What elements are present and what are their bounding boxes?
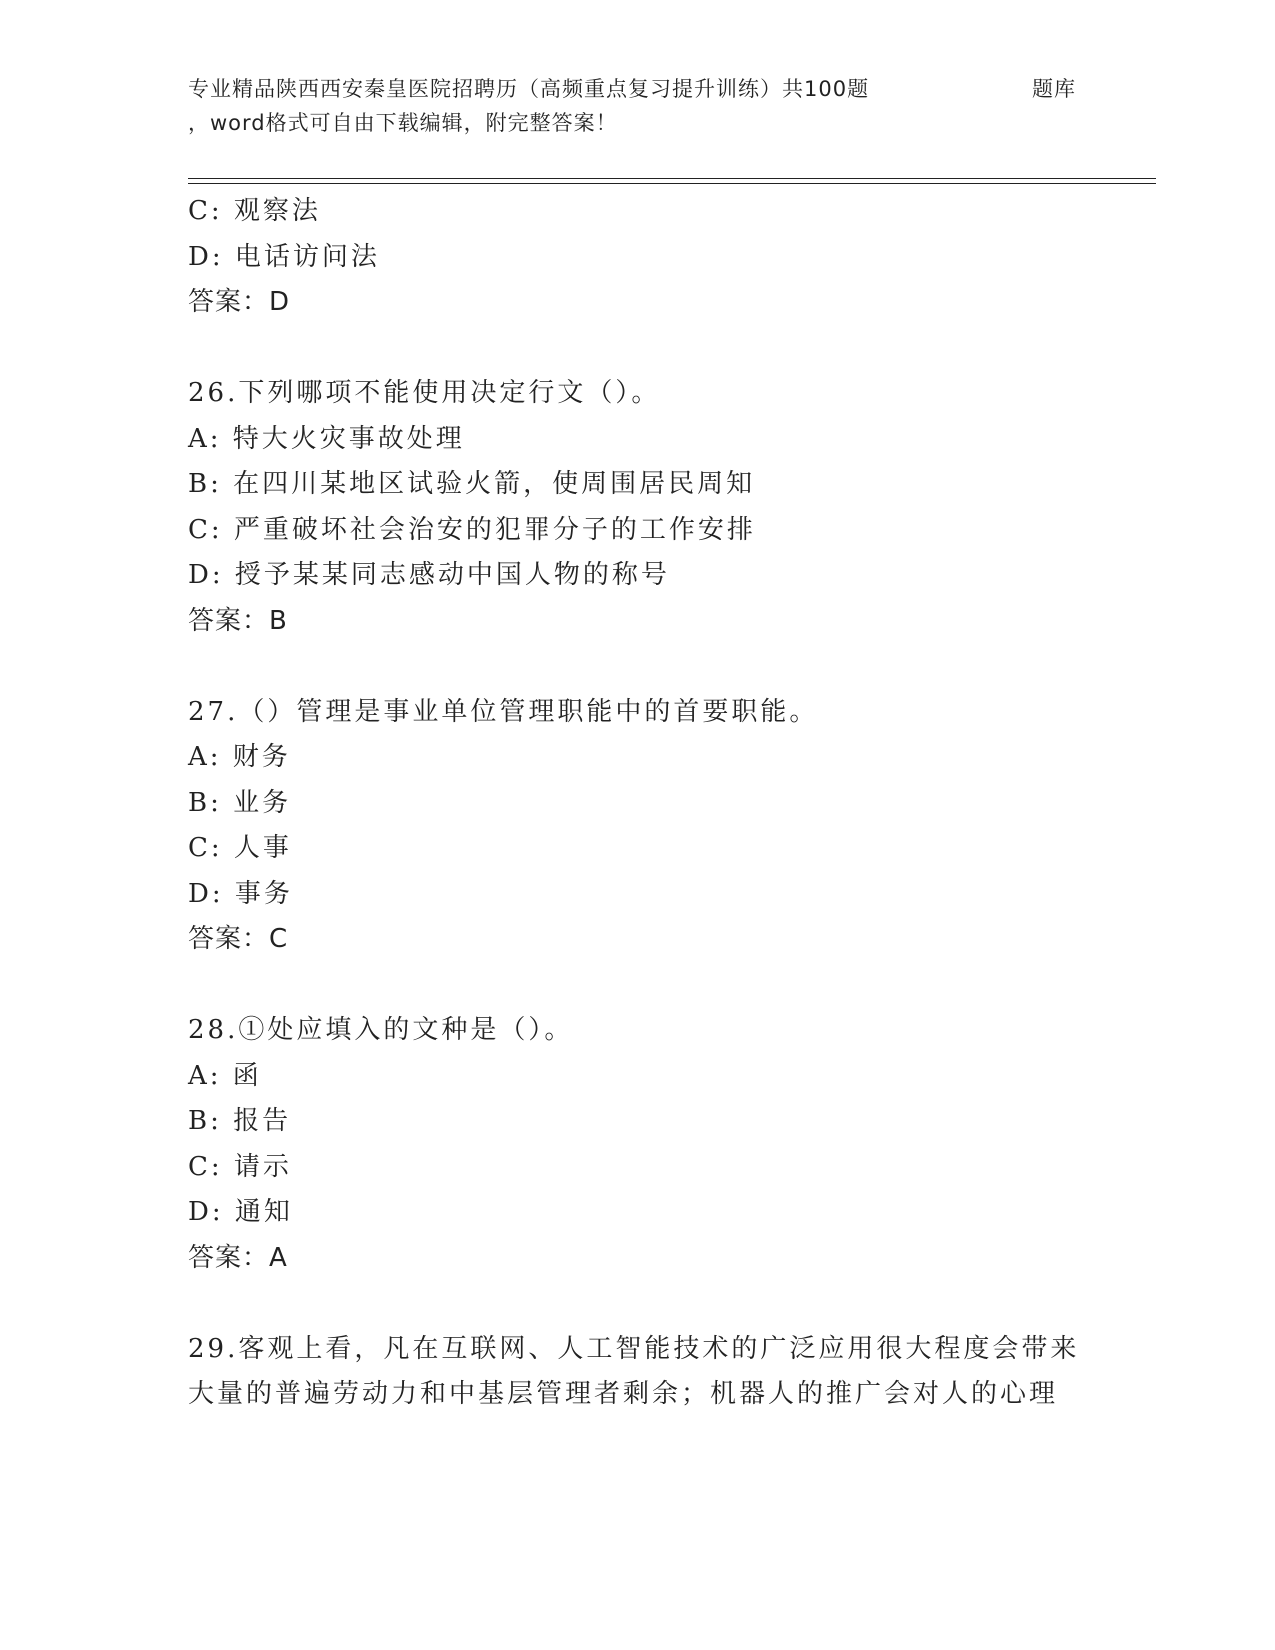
option-d: D: 事务 bbox=[188, 878, 293, 909]
option-d: D: 通知 bbox=[188, 1197, 293, 1227]
spacer bbox=[188, 1281, 1148, 1327]
option-c: C: 观察法 bbox=[188, 196, 321, 226]
answer-line: 答案：A bbox=[188, 1242, 288, 1273]
spacer bbox=[188, 963, 1148, 1009]
question-28 bbox=[188, 1008, 1148, 1281]
question-stem: 27.（）管理是事业单位管理职能中的首要职能。 bbox=[188, 696, 819, 727]
question-29 bbox=[188, 1327, 1148, 1418]
question-stem: 26.下列哪项不能使用决定行文（）。 bbox=[188, 378, 661, 408]
question-stem-line1: 29.客观上看，凡在互联网、人工智能技术的广泛应用很大程度会带来 bbox=[188, 1333, 1080, 1364]
question-26 bbox=[188, 371, 1148, 644]
question-27 bbox=[188, 690, 1148, 963]
header-title-line1: 专业精品陕西西安秦皇医院招聘历（高频重点复习提升训练）共100题 bbox=[188, 77, 870, 101]
header-tag: 题库 bbox=[1032, 77, 1076, 101]
header-divider-bottom bbox=[188, 183, 1156, 184]
answer-line: 答案：B bbox=[188, 605, 288, 636]
option-c: C: 人事 bbox=[188, 833, 292, 863]
option-b: B: 在四川某地区试验火箭，使周围居民周知 bbox=[188, 469, 756, 499]
spacer bbox=[188, 644, 1148, 690]
question-stem-line2: 大量的普遍劳动力和中基层管理者剩余；机器人的推广会对人的心理 bbox=[188, 1379, 1059, 1409]
option-d: D: 电话访问法 bbox=[188, 241, 380, 272]
option-c: C: 严重破坏社会治安的犯罪分子的工作安排 bbox=[188, 514, 756, 545]
spacer bbox=[188, 326, 1148, 372]
header-title-line2: ，word格式可自由下载编辑，附完整答案！ bbox=[188, 111, 618, 135]
option-c: C: 请示 bbox=[188, 1151, 292, 1182]
question-25-tail bbox=[188, 189, 1148, 326]
option-d: D: 授予某某同志感动中国人物的称号 bbox=[188, 560, 670, 590]
option-a: A: 函 bbox=[188, 1060, 262, 1091]
option-b: B: 报告 bbox=[188, 1106, 292, 1136]
header-divider-top bbox=[188, 178, 1156, 179]
answer-line: 答案：C bbox=[188, 924, 289, 954]
page-header bbox=[188, 72, 1158, 140]
option-a: A: 财务 bbox=[188, 742, 291, 772]
option-a: A: 特大火灾事故处理 bbox=[188, 423, 465, 454]
question-stem: 28.①处应填入的文种是（）。 bbox=[188, 1015, 574, 1045]
answer-line: 答案：D bbox=[188, 287, 291, 317]
option-b: B: 业务 bbox=[188, 787, 292, 818]
document-body bbox=[188, 189, 1148, 1418]
